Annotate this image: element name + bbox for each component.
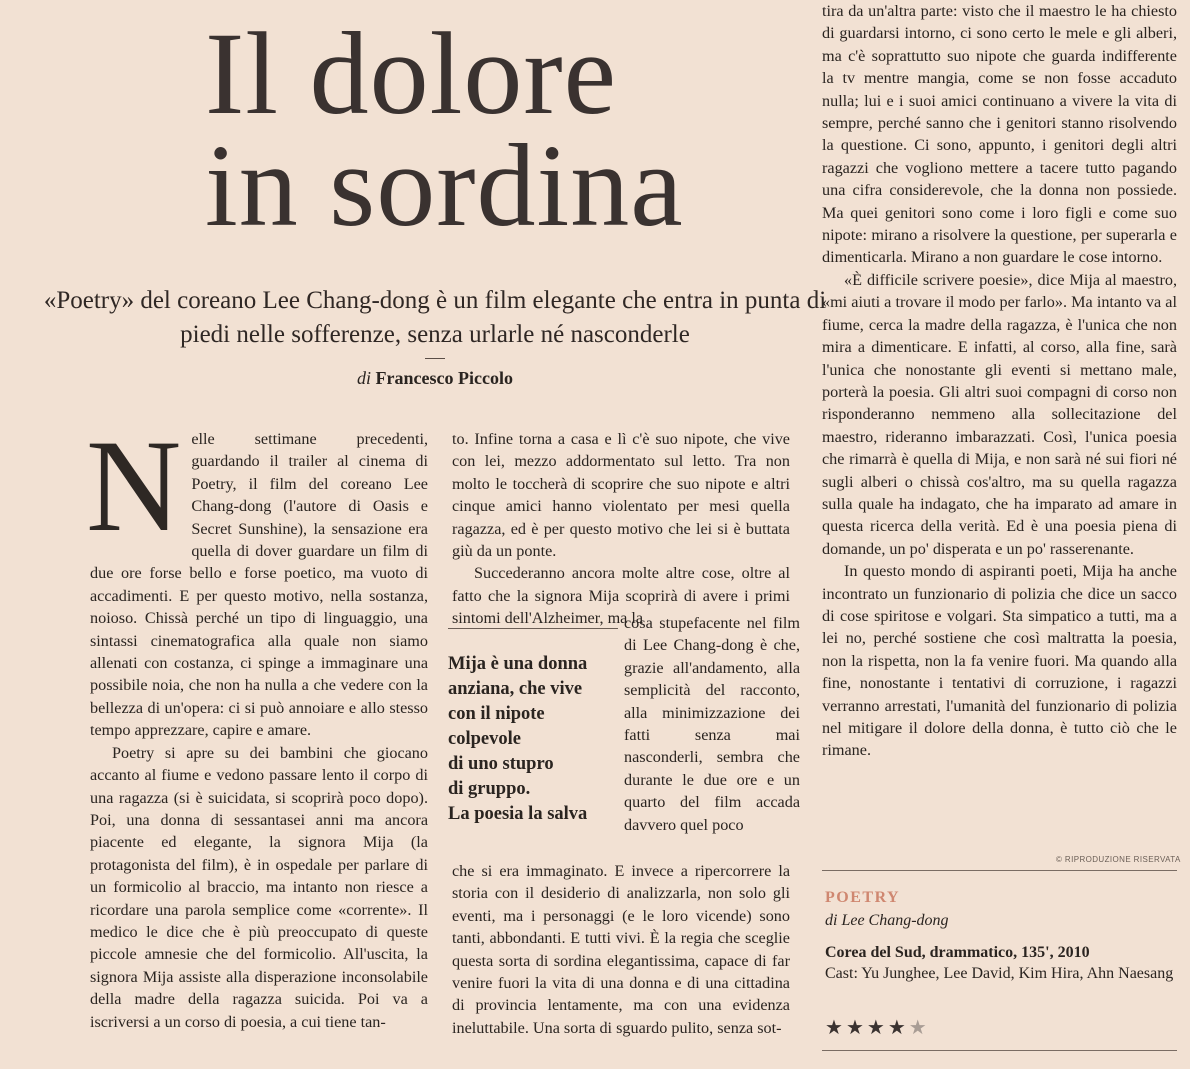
- pullquote-line: anziana, che vive: [448, 679, 583, 699]
- pullquote-rule: [448, 628, 618, 629]
- paragraph: Succederanno ancora molte altre cose, oltre al fatto che la signora Mija scoprirà di avere i primi sintomi dell'Alzheimer, ma la: [452, 564, 790, 628]
- subtitle: «Poetry» del coreano Lee Chang-dong è un film elegante che entra in punta di piedi nelle sofferenze, senza urlarle né nasconderle: [43, 287, 827, 348]
- article-column-2: [452, 428, 790, 630]
- pullquote-line: di gruppo.: [448, 779, 531, 799]
- pullquote-line: Mija è una donna: [448, 654, 588, 674]
- factbox-top-rule: [822, 870, 1177, 871]
- pullquote-line: colpevole: [448, 729, 521, 749]
- paragraph: che si era immaginato. E invece a ripercorrere la storia con il desiderio di analizzarla, non solo gli eventi, ma i personaggi (e le loro vicende) sono tanti, abbondanti. E tutti vivi. È la regia che sceglie questa sorta di sordina elegantissima, capace di far venire fuori la vita di una donna e di una cittadina di provincia lentamente, ma con una evidenza ineluttabile. Una sorta di sguardo pulito, senza sot-: [452, 862, 790, 1037]
- headline-line-1: Il dolore: [205, 8, 618, 139]
- pullquote-line: di uno stupro: [448, 754, 554, 774]
- byline: [340, 366, 530, 390]
- paragraph: to. Infine torna a casa e lì c'è suo nipote, che vive con lei, mezzo addormentato sul letto. Tra non molto le toccherà di scoprire che suo nipote e altri cinque amici hanno violentato per mesi quella ragazza, ed è per questo motivo che lei si è buttata giù da un ponte.: [452, 430, 790, 561]
- paragraph: «È difficile scrivere poesie», dice Mija al maestro, «mi aiuti a trovare il modo per farlo». Ma intanto va al fiume, cerca la madre della ragazza, è l'unica che non mira a dimenticare. E infatti, al corso, alla fine, sarà l'unica che nonostante gli eventi si mettano male, porterà la poesia. Gli altri suoi compagni di corso non risponderanno nemmeno alla sollecitazione del maestro, rideranno imbarazzati. Così, l'unica poesia che rimarrà è quella di Mija, e non sarà né sui fiori né sugli alberi o chissà cos'altro, ma su quella ragazza sulla quale ha indagato, che ha imparato ad amare in questa ricerca della verità. Ed è una poesia piena di domande, un po' disperata e un po' rasserenante.: [822, 270, 1177, 558]
- star-filled-icon: ★: [866, 1015, 888, 1039]
- adjacent-page-bleed-left: [0, 0, 18, 420]
- film-title: POETRY: [825, 889, 901, 906]
- drop-cap: N: [86, 412, 182, 559]
- paragraph: [86, 412, 428, 742]
- star-filled-icon: ★: [845, 1015, 867, 1039]
- film-director: di Lee Chang-dong: [825, 912, 949, 929]
- star-filled-icon: ★: [825, 1015, 846, 1039]
- copyright-notice: © RIPRODUZIONE RISERVATA: [1056, 855, 1181, 864]
- factbox-bottom-rule: [822, 1050, 1177, 1051]
- film-factbox: [825, 887, 1175, 984]
- paragraph: cosa stupefacente nel film di Lee Chang-dong è che, grazie all'andamento, alla semplicità del racconto, alla minimizzazione dei fatti senza mai nasconderli, sembra che durante le due ore e un quarto del film accada davvero quel poco: [624, 614, 800, 834]
- paragraph-text: elle settimane precedenti, guardando il trailer al cinema di Poetry, il film del coreano Lee Chang-dong (l'autore di Oasis e Secret Sunshine), la sensazione era quella di dover guardare un film di due ore forse bello e forse poetico, ma vuoto di accadimenti. E per questo motivo, nella sostanza, noioso. Chissà perché un tipo di linguaggio, una sintassi cinematografica alla quale non siamo allenati con costanza, ci spinge a immaginare una possibile noia, che non ha nulla a che vedere con la bellezza di un'opera: ci si può annoiare e allo stesso tempo apprezzare, capire e amare.: [90, 430, 428, 740]
- article-column-3: [822, 0, 1177, 762]
- byline-dash: [425, 358, 445, 359]
- star-empty-icon: ★: [908, 1015, 930, 1039]
- article-column-2-continued: [452, 860, 790, 1039]
- film-meta: Corea del Sud, drammatico, 135', 2010: [825, 944, 1090, 961]
- paragraph: In questo mondo di aspiranti poeti, Mija ha anche incontrato un funzionario di polizia che dice un sacco di cose spiritose e volgari. Sta simpatico a tutti, ma a lei no, perché sostiene che così maltratta la poesia, non la rispetta, non la fa venire fuori. Ma quando alla fine, nonostante i tentativi di corruzione, i ragazzi verranno arrestati, l'umanità del funzionario di polizia nel mitigare il dolore della donna, è tutto ciò che le rimane.: [822, 562, 1177, 760]
- article-column-1: [86, 412, 428, 1033]
- star-filled-icon: ★: [887, 1015, 909, 1039]
- headline-line-2: in sordina: [205, 120, 684, 251]
- paragraph: Poetry si apre su dei bambini che giocano accanto al fiume e vedono passare lento il corpo di una ragazza (si è suicidata, si scoprirà poco dopo). Poi, una donna di sessantasei anni ma ancora piacente ed elegante, la signora Mija (la protagonista del film), è in ospedale per parlare di un formicolio al braccio, ma intanto non riesce a ricordare una parola semplice come «corrente». Il medico le dice che è più preoccupato di queste piccole amnesie che del formicolio. All'uscita, la signora Mija assiste alla disperazione inconsolabile della madre della ragazza suicida. Poi va a iscriversi a un corso di poesia, a cui tiene tan-: [90, 743, 428, 1031]
- byline-prefix: di: [357, 368, 372, 388]
- star-rating: [825, 1015, 930, 1039]
- headline: [205, 8, 684, 251]
- pullquote-line: La poesia la salva: [448, 804, 588, 824]
- pullquote: [448, 652, 618, 827]
- article-column-2-narrow: [624, 612, 800, 836]
- byline-author: Francesco Piccolo: [375, 368, 513, 388]
- paragraph: tira da un'altra parte: visto che il maestro le ha chiesto di guardarsi intorno, ci sono certo le mele e gli alberi, ma c'è soprattutto suo nipote che guarda indifferente la tv mentre mangia, come se non fosse accaduto nulla; lui e i suoi amici continuano a vivere la vita di sempre, perché sanno che i genitori stanno risolvendo la questione. Ci sono, appunto, i genitori degli altri ragazzi che vogliono mettere a tacere tutto pagando una cifra considerevole, che la donna non possiede. Ma quei genitori sono come i loro figli e come suo nipote: mirano a risolvere la questione, per superarla e dimenticarla. Mirano a non guardare le cose intorno.: [822, 2, 1177, 267]
- film-cast: Cast: Yu Junghee, Lee David, Kim Hira, Ahn Naesang: [825, 965, 1174, 982]
- pullquote-line: con il nipote: [448, 704, 545, 724]
